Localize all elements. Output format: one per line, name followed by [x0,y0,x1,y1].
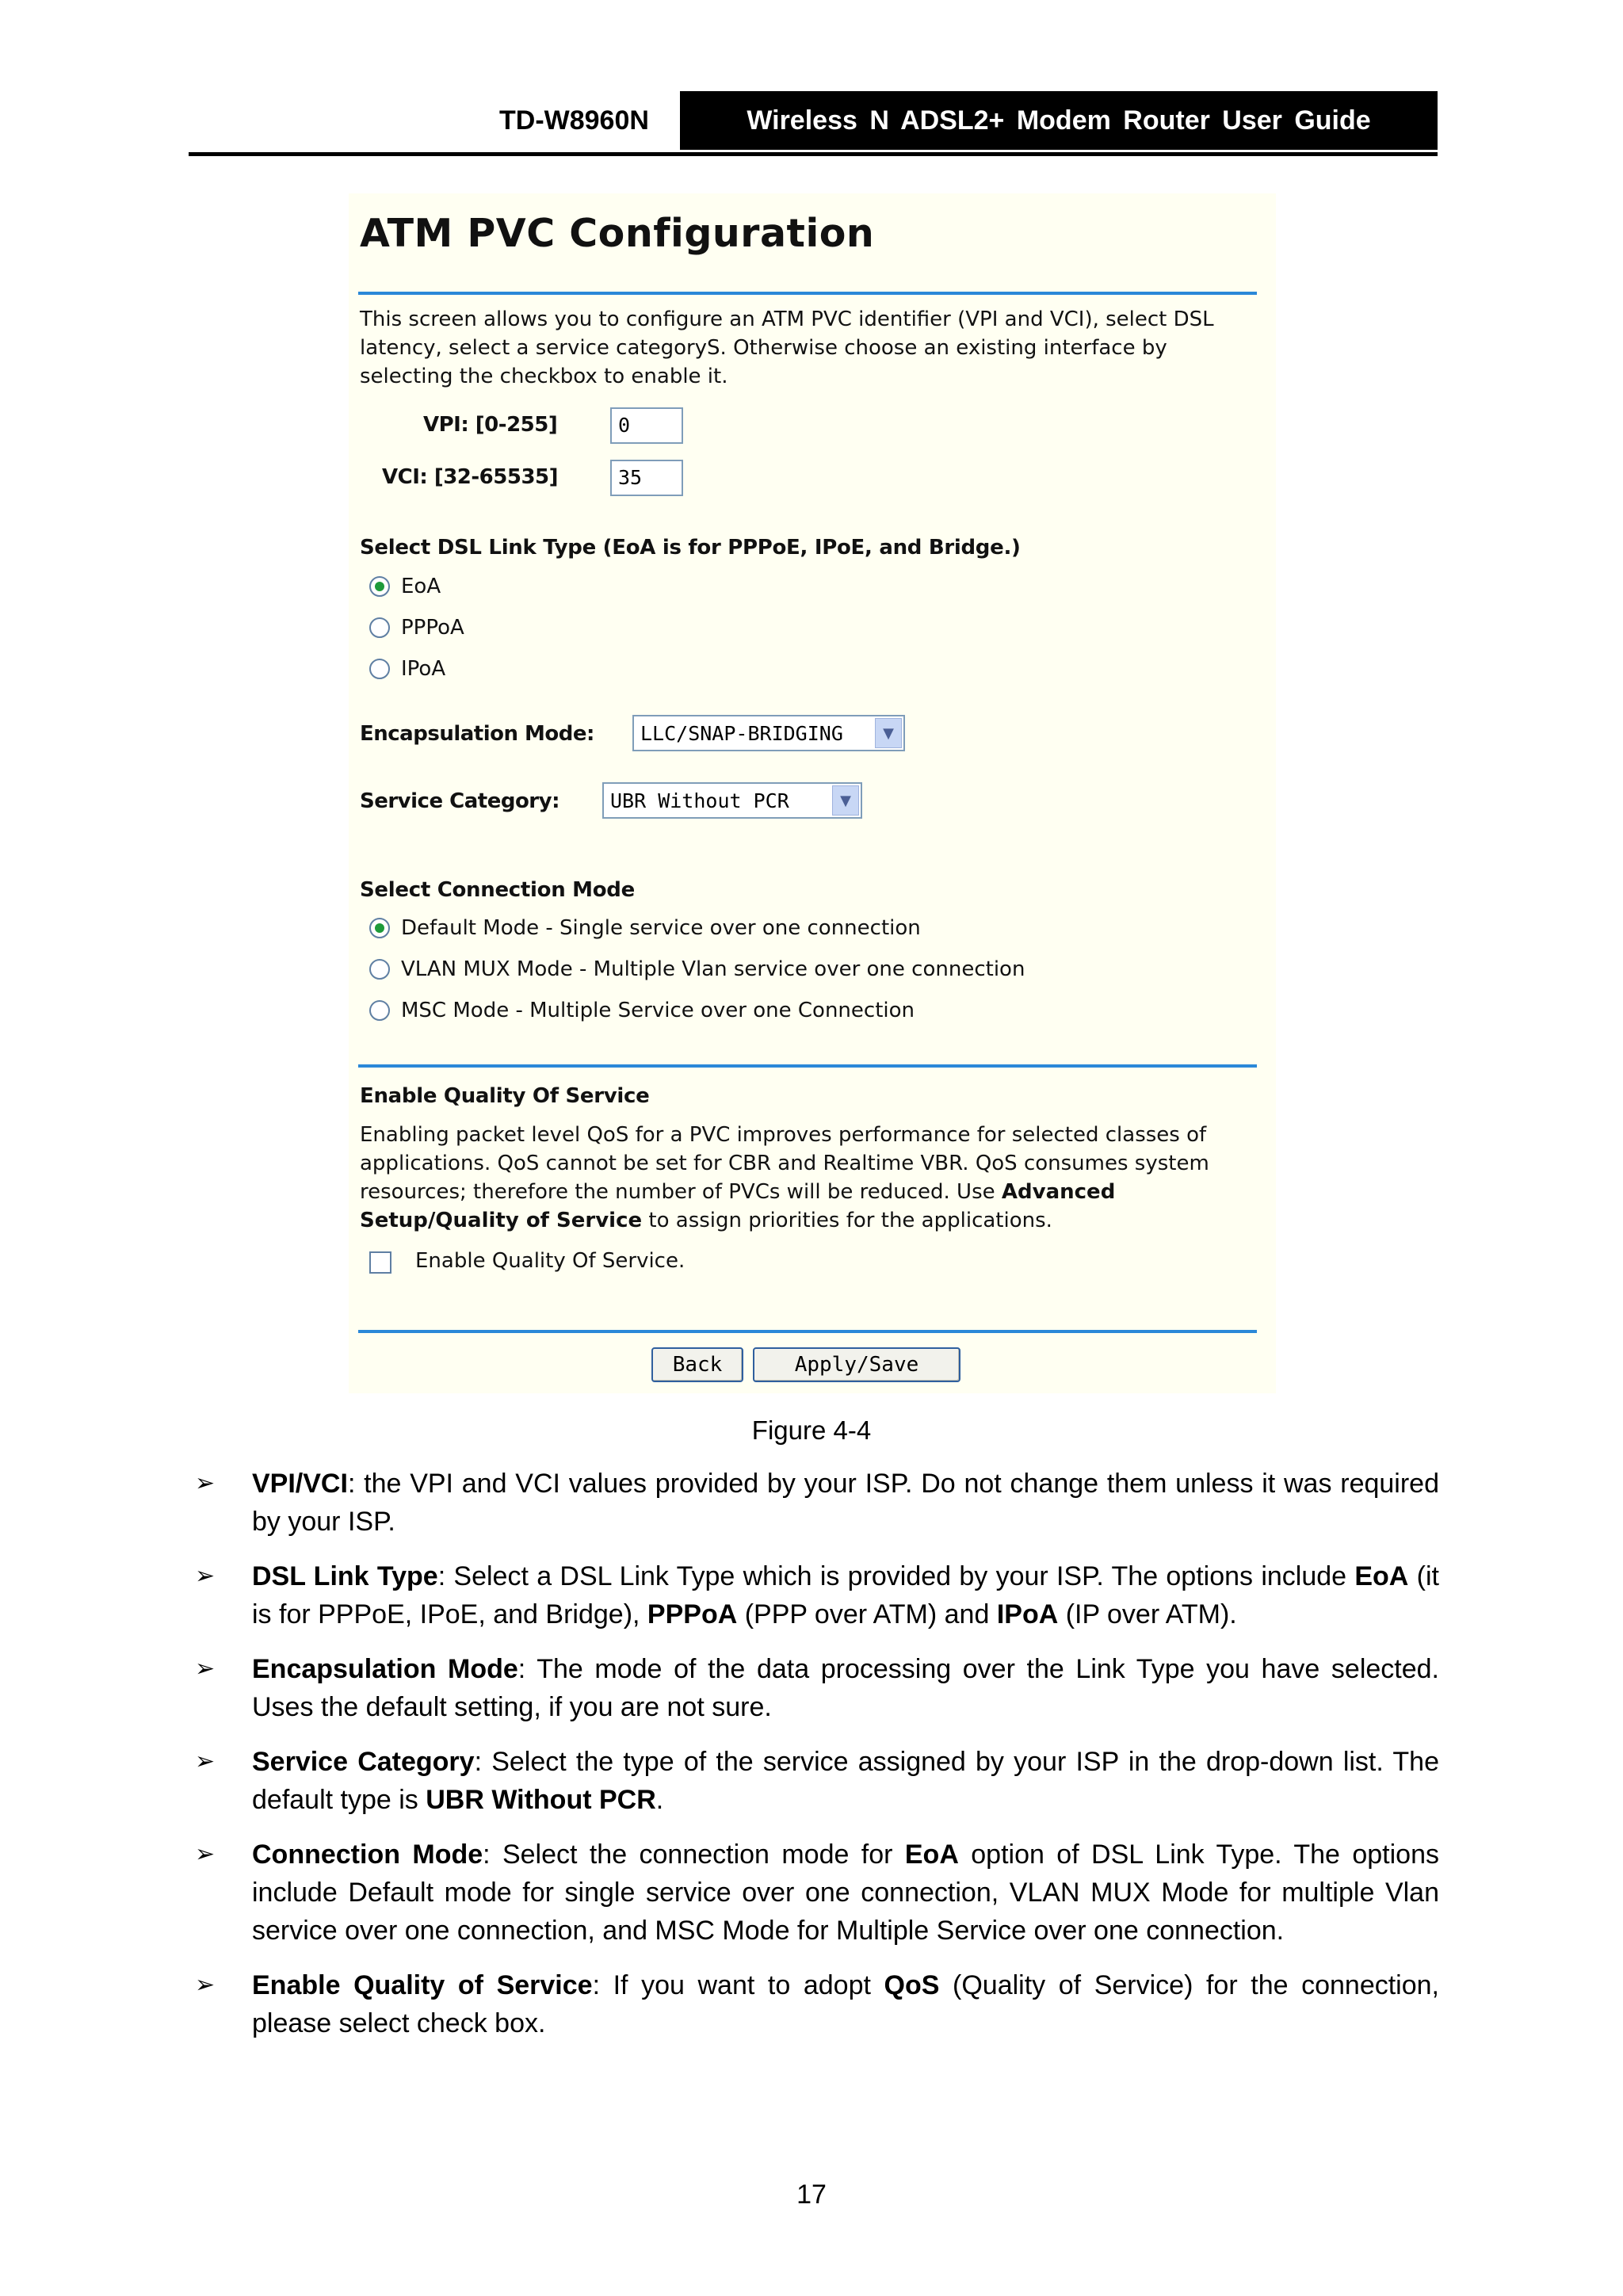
service-category-value: UBR Without PCR [610,789,789,812]
qos-description [360,1121,1258,1235]
vci-label: VCI: [32-65535] [382,465,559,489]
arrow-bullet-icon: ➢ [195,1562,216,1590]
link-type-option-ipoa[interactable] [369,655,445,683]
encapsulation-value: LLC/SNAP-BRIDGING [640,721,843,745]
encapsulation-select[interactable] [632,715,905,751]
radio-icon[interactable] [369,1000,390,1021]
emphasis: EoA [1354,1561,1409,1591]
list-item [195,1743,1439,1819]
radio-icon[interactable] [369,659,390,679]
service-category-label: Service Category: [360,789,559,813]
emphasis: UBR Without PCR [426,1785,656,1815]
description: (PPP over ATM) and [737,1599,997,1629]
radio-icon[interactable] [369,959,390,980]
description: . [655,1785,664,1815]
arrow-bullet-icon: ➢ [195,1971,216,1999]
emphasis: PPPoA [647,1599,738,1629]
atm-pvc-screenshot [349,193,1276,1393]
radio-icon[interactable] [369,617,390,638]
service-category-select[interactable] [602,782,862,819]
term: Service Category [252,1747,475,1777]
link-type-option-eoa[interactable] [369,572,441,601]
chevron-down-icon[interactable]: ▼ [875,718,902,748]
connection-mode-label: Default Mode - Single service over one connection [401,916,921,940]
description: : Select a DSL Link Type which is provided by your ISP. The options include [437,1561,1355,1591]
vpi-input[interactable]: 0 [610,407,683,444]
qos-text-part: to assign priorities for the applications. [642,1209,1052,1232]
description: (Quality of Service) for the connection, please select check box. [252,1970,1439,2038]
link-type-heading: Select DSL Link Type (EoA is for PPPoE, IPoE, and Bridge.) [360,536,1021,560]
arrow-bullet-icon: ➢ [195,1469,216,1497]
header-model: TD-W8960N [499,105,649,136]
vpi-label: VPI: [0-255] [423,413,558,437]
description: : the VPI and VCI values provided by your ISP. Do not change them unless it was required by your ISP. [252,1469,1439,1537]
term: Enable Quality of Service [252,1970,593,2000]
term: VPI/VCI [252,1469,348,1499]
connection-mode-label: VLAN MUX Mode - Multiple Vlan service over one connection [401,957,1025,981]
qos-checkbox-label: Enable Quality Of Service. [415,1249,685,1273]
description: : The mode of the data processing over the Link Type you have selected. Uses the default setting, if you are not sure. [252,1654,1439,1722]
term: Connection Mode [252,1839,483,1870]
header-guide-title: Wireless N ADSL2+ Modem Router User Guide [680,91,1438,150]
figure-caption: Figure 4-4 [751,1415,872,1445]
link-type-option-label: PPPoA [401,616,464,640]
emphasis: EoA [904,1839,959,1870]
term: Encapsulation Mode [252,1654,518,1684]
description: option of DSL Link Type. The options include Default mode for single service over one connection, VLAN MUX Mode for multiple Vlan service over one connection, and MSC Mode for Multiple Service over one connection. [252,1839,1439,1946]
description: (IP over ATM). [1058,1599,1237,1629]
emphasis: IPoA [996,1599,1059,1629]
connection-mode-heading: Select Connection Mode [360,878,635,902]
link-type-option-label: IPoA [401,657,446,681]
qos-text-menu-path: Advanced Setup/Quality of Service [360,1180,1116,1232]
radio-selected-icon[interactable] [369,576,390,597]
description: : Select the type of the service assigned by your ISP in the drop-down list. The default type is [252,1747,1439,1815]
chevron-down-icon[interactable]: ▼ [832,785,859,816]
divider-top [358,292,1257,295]
emphasis: QoS [884,1970,940,2000]
connection-mode-default[interactable] [369,914,921,942]
apply-save-button[interactable]: Apply/Save [753,1347,960,1382]
page-number: 17 [796,2179,827,2210]
connection-mode-label: MSC Mode - Multiple Service over one Connection [401,999,915,1022]
link-type-option-label: EoA [401,575,441,598]
divider-bottom [358,1330,1257,1333]
connection-mode-msc[interactable] [369,996,915,1025]
arrow-bullet-icon: ➢ [195,1748,216,1775]
description: : Select the connection mode for [483,1839,905,1870]
arrow-bullet-icon: ➢ [195,1840,216,1868]
list-item [195,1966,1439,2042]
radio-selected-icon[interactable] [369,918,390,938]
screen-title: ATM PVC Configuration [360,211,875,256]
vci-input[interactable]: 35 [610,460,683,496]
qos-text-part: Enabling packet level QoS for a PVC improves performance for selected classes of applications. QoS cannot be set for CBR and Realtime VBR. QoS consumes system resources; therefore the number of PVCs will be reduced. Use [360,1123,1209,1204]
header-rule [189,152,1438,156]
description: : If you want to adopt [592,1970,884,2000]
term: DSL Link Type [252,1561,438,1591]
list-item [195,1650,1439,1726]
encapsulation-label: Encapsulation Mode: [360,722,594,746]
link-type-option-pppoa[interactable] [369,613,464,642]
qos-checkbox[interactable] [369,1251,391,1274]
list-item [195,1557,1439,1633]
connection-mode-vlan-mux[interactable] [369,955,1025,984]
list-item [195,1836,1439,1950]
arrow-bullet-icon: ➢ [195,1655,216,1683]
divider-middle [358,1064,1257,1068]
screen-intro: This screen allows you to configure an ATM PVC identifier (VPI and VCI), select DSL latency, select a service categoryS. Otherwise choose an existing interface by selecting the checkbox to enable it. [360,308,1214,388]
qos-heading: Enable Quality Of Service [360,1084,650,1108]
field-description-list [195,1465,1439,2059]
list-item [195,1465,1439,1541]
description: (it is for PPPoE, IPoE, and Bridge), [252,1561,1439,1629]
back-button[interactable]: Back [651,1347,743,1382]
